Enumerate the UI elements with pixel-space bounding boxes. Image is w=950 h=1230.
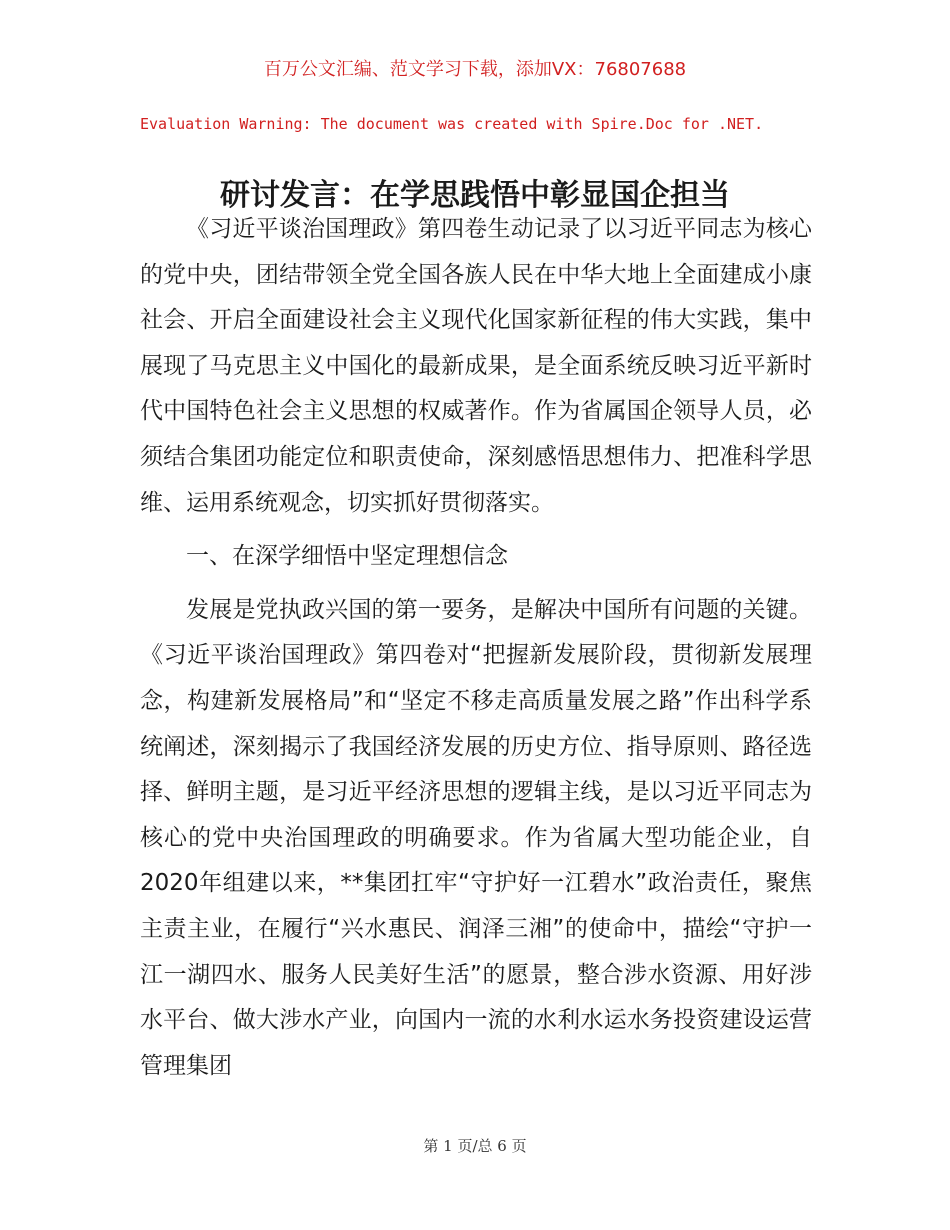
paragraph-development: 发展是党执政兴国的第一要务，是解决中国所有问题的关键。《习近平谈治国理政》第四卷对“把握新发展阶段，贯彻新发展理念，构建新发展格局”和“坚定不移走高质量发展之路”作出科学系统阐述，深刻揭示了我国经济发展的历史方位、指导原则、路径选择、鲜明主题，是习近平经济思想的逻辑主线，是以习近平同志为核心的党中央治国理政的明确要求。作为省属大型功能企业，自2020年组建以来，**集团扛牢“守护好一江碧水”政治责任，聚焦主责主业，在履行“兴水惠民、润泽三湘”的使命中，描绘“守护一江一湖四水、服务人民美好生活”的愿景，整合涉水资源、用好涉水平台、做大涉水产业，向国内一流的水利水运水务投资建设运营管理集团 <box>140 596 812 1079</box>
document-title: 研讨发言：在学思践悟中彰显国企担当 <box>220 178 730 214</box>
header-ad-banner: 百万公文汇编、范文学习下载，添加VX：76807688 <box>263 59 687 80</box>
document-body <box>140 207 812 1089</box>
page-number: 第 1 页/总 6 页 <box>423 1137 527 1155</box>
evaluation-warning: Evaluation Warning: The document was created with Spire.Doc for .NET. <box>140 115 764 133</box>
paragraph-intro: 《习近平谈治国理政》第四卷生动记录了以习近平同志为核心的党中央，团结带领全党全国各族人民在中华大地上全面建成小康社会、开启全面建设社会主义现代化国家新征程的伟大实践，集中展现了马克思主义中国化的最新成果，是全面系统反映习近平新时代中国特色社会主义思想的权威著作。作为省属国企领导人员，必须结合集团功能定位和职责使命，深刻感悟思想伟力、把准科学思维、运用系统观念，切实抓好贯彻落实。 <box>140 216 812 516</box>
section-heading-1: 一、在深学细悟中坚定理想信念 <box>186 543 508 570</box>
